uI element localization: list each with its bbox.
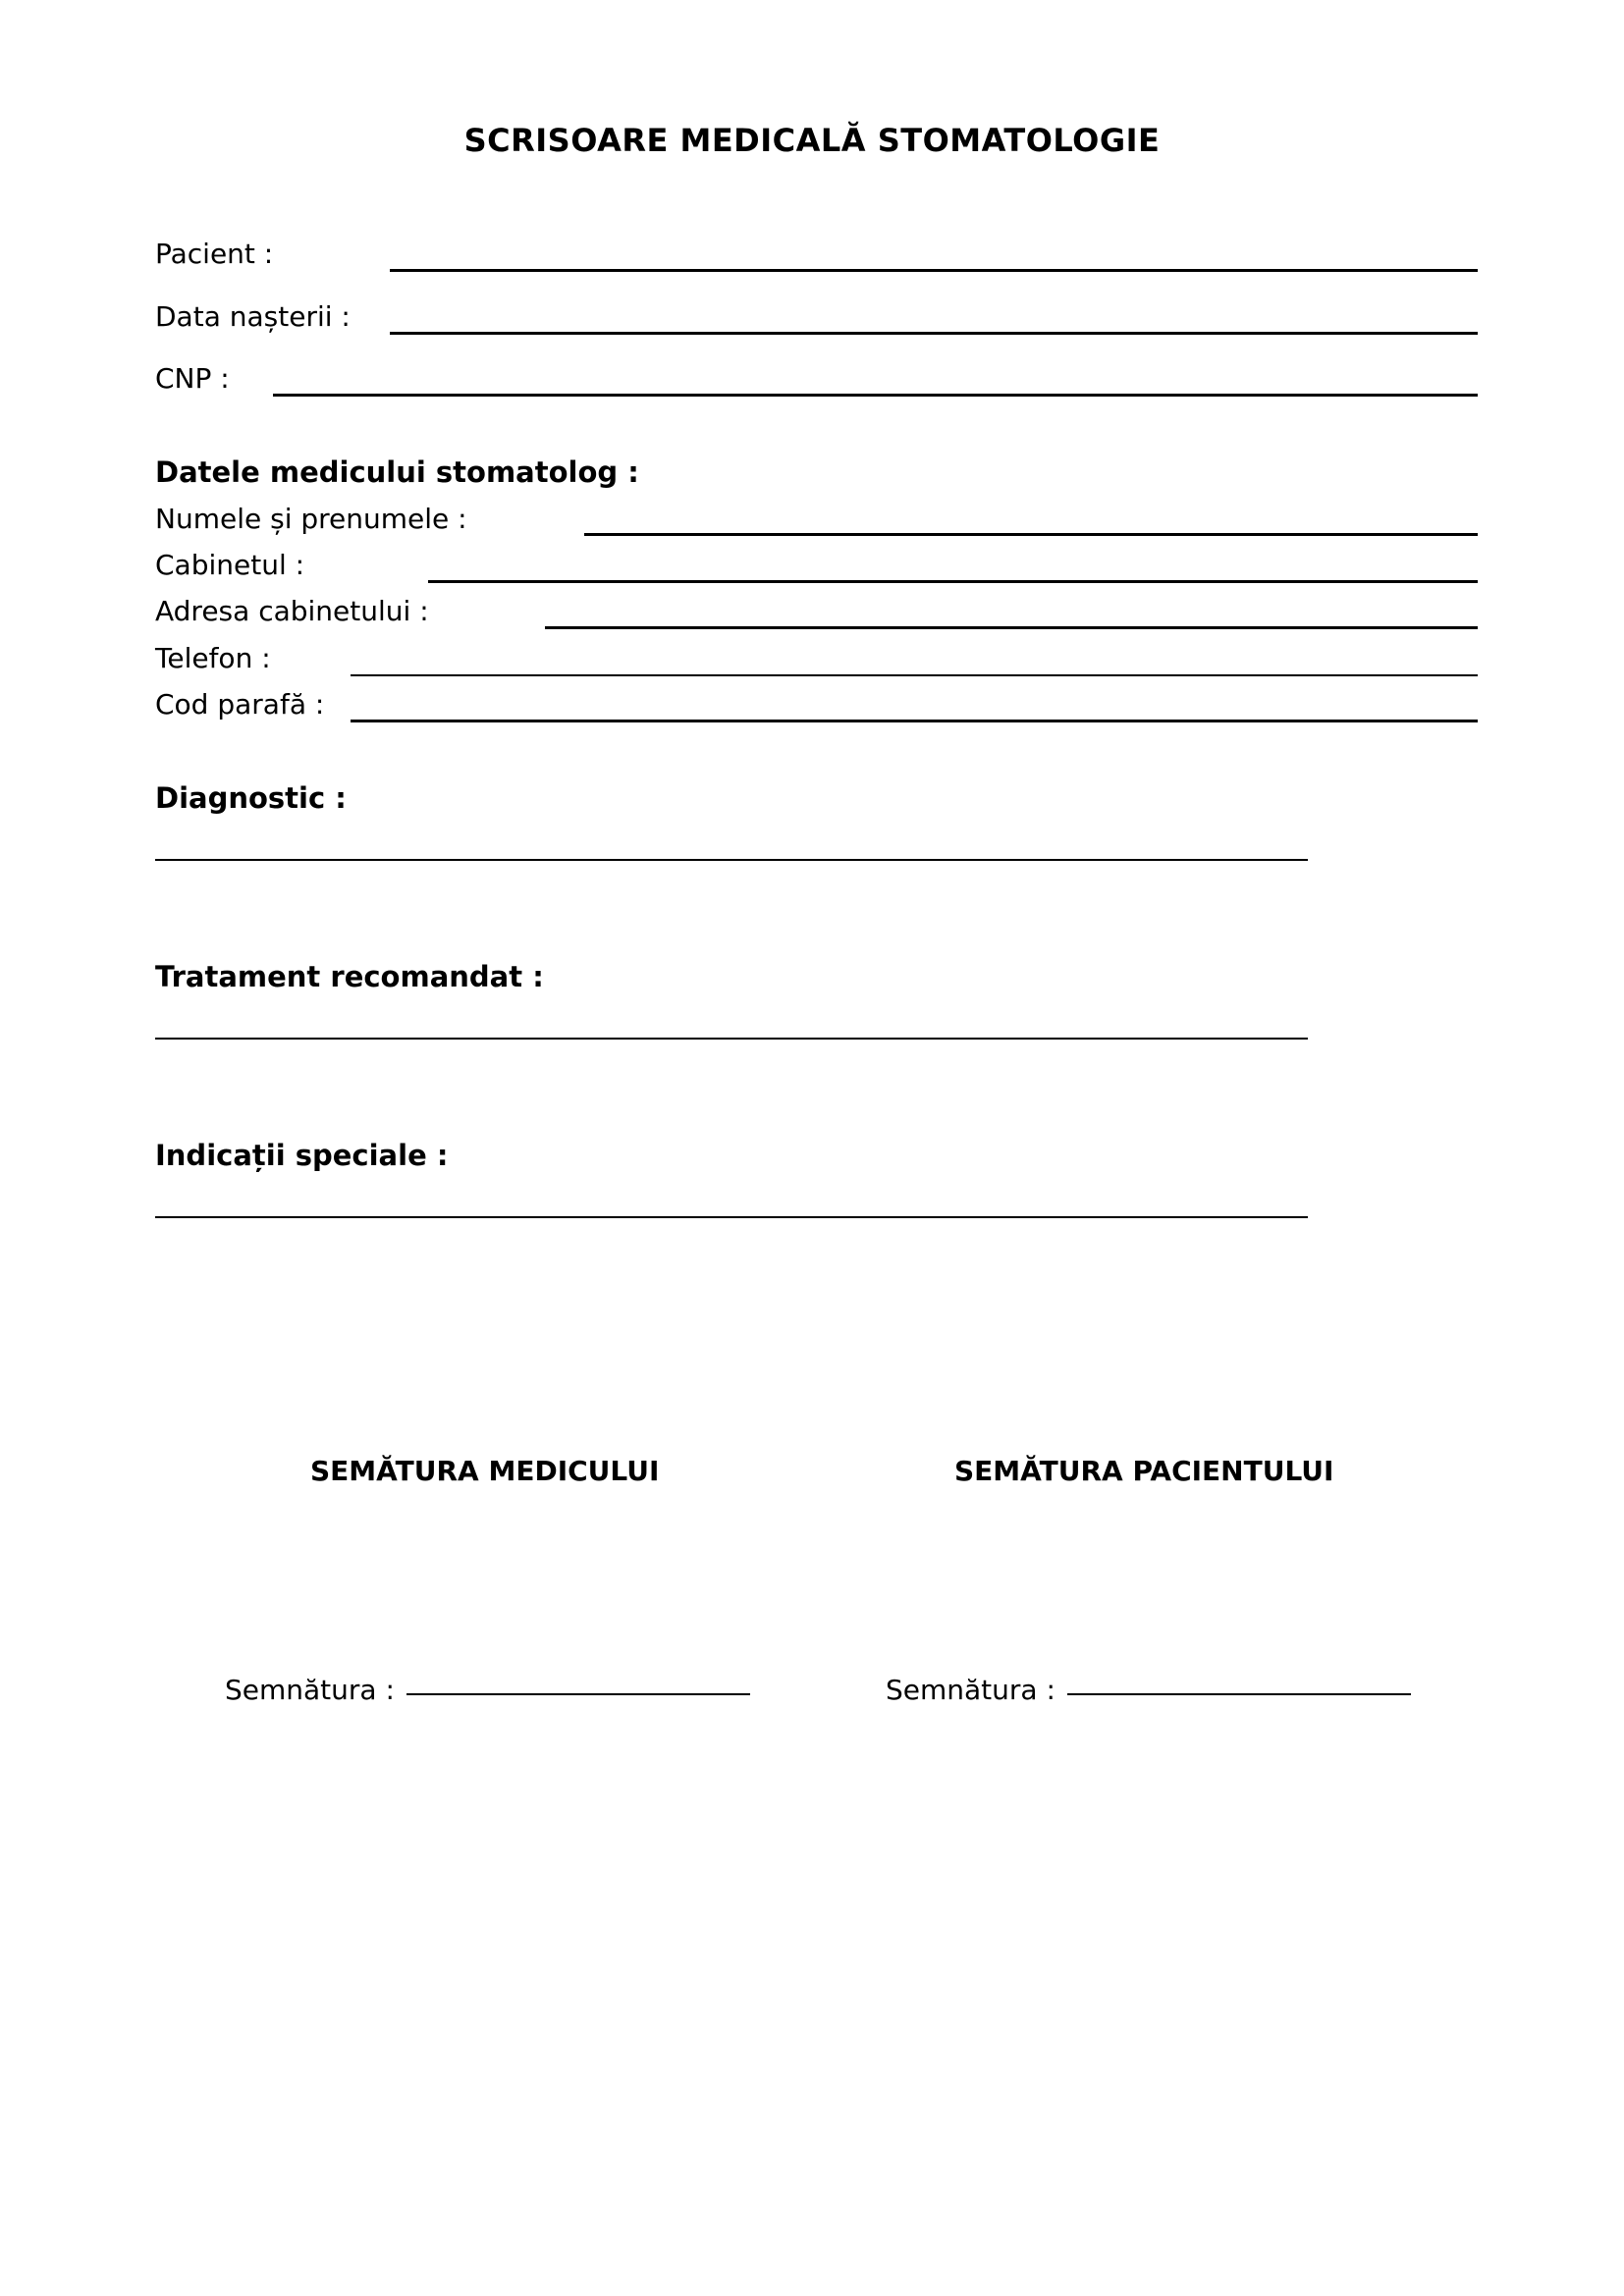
doctor-signature-row: [225, 1674, 750, 1706]
doctor-section-heading: Datele medicului stomatolog :: [155, 455, 639, 489]
cabinet-address-field[interactable]: [545, 626, 1478, 629]
doctor-name-field[interactable]: [584, 533, 1478, 536]
stamp-code-label: Cod parafă :: [155, 688, 325, 721]
patient-signature-field[interactable]: [1067, 1693, 1411, 1695]
birthdate-field[interactable]: [390, 332, 1478, 335]
patient-signature-label: Semnătura :: [886, 1674, 1056, 1706]
diagnostic-heading: Diagnostic :: [155, 781, 347, 815]
patient-signature-row: [886, 1674, 1411, 1706]
doctor-name-label: Numele și prenumele :: [155, 503, 467, 535]
cnp-label: CNP :: [155, 362, 230, 395]
patient-signature-heading: SEMĂTURA PACIENTULUI: [954, 1455, 1334, 1487]
birthdate-label: Data nașterii :: [155, 300, 351, 333]
treatment-heading: Tratament recomandat :: [155, 960, 544, 993]
stamp-code-field[interactable]: [351, 720, 1478, 722]
cnp-field[interactable]: [273, 394, 1478, 397]
patient-label: Pacient :: [155, 238, 274, 270]
phone-field[interactable]: [351, 674, 1478, 676]
cabinet-label: Cabinetul :: [155, 549, 305, 581]
doctor-signature-label: Semnătura :: [225, 1674, 395, 1706]
phone-label: Telefon :: [155, 642, 271, 674]
treatment-field[interactable]: [155, 1038, 1308, 1040]
document-title: SCRISOARE MEDICALĂ STOMATOLOGIE: [463, 122, 1161, 159]
patient-field[interactable]: [390, 269, 1478, 272]
special-indications-heading: Indicații speciale :: [155, 1139, 449, 1172]
special-indications-field[interactable]: [155, 1216, 1308, 1218]
doctor-signature-heading: SEMĂTURA MEDICULUI: [310, 1455, 660, 1487]
doctor-signature-field[interactable]: [406, 1693, 750, 1695]
cabinet-field[interactable]: [428, 580, 1478, 583]
cabinet-address-label: Adresa cabinetului :: [155, 595, 429, 627]
diagnostic-field[interactable]: [155, 859, 1308, 861]
